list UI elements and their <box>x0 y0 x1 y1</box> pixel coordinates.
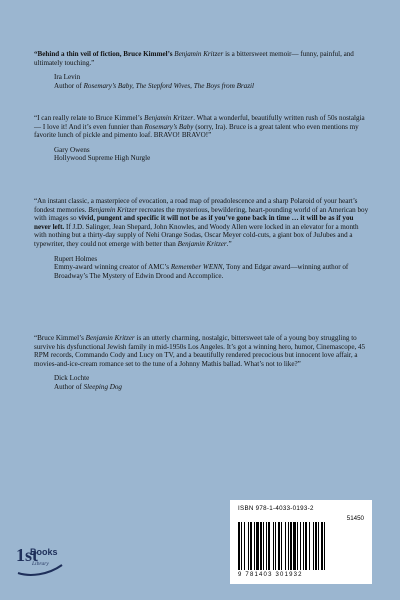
quote-segment: is a bittersweet memoir— funny, painful, and ultimately touching.” <box>34 50 354 67</box>
barcode-bar <box>324 522 325 570</box>
barcode-bar <box>263 522 264 570</box>
barcode-bar <box>313 522 314 570</box>
barcode-bar <box>297 522 298 570</box>
barcode-bar <box>290 522 292 570</box>
quote-segment: recreates the mysterious, bewildering, heart-pounding world of an American boy with images so <box>34 205 369 223</box>
barcode-bar <box>266 522 267 570</box>
quote-segment: Benjamin Kritzer <box>144 114 194 122</box>
quote-text <box>34 197 370 249</box>
author-credit: Author of Sleeping Dog <box>54 382 122 391</box>
author-credit: Author of Rosemary’s Baby, The Stepford Wives, The Boys from Brazil <box>54 81 254 90</box>
barcode-bar <box>288 522 289 570</box>
barcode-bar <box>278 522 280 570</box>
attribution <box>54 73 370 90</box>
barcode-digits: 9 781403 301932 <box>238 572 303 578</box>
barcode-bar <box>300 522 301 570</box>
blurb-holmes <box>34 197 370 280</box>
quote-segment: Benjamin Kritzer <box>177 239 227 248</box>
barcode-bar <box>256 522 259 570</box>
author-name: Dick Lochte <box>54 374 90 383</box>
quote-segment: “Behind a thin veil of fiction, Bruce Kimmel’s <box>34 50 175 58</box>
isbn-barcode <box>230 500 372 584</box>
barcode-bar <box>275 522 276 570</box>
attribution <box>54 255 370 281</box>
barcode-bar <box>315 522 317 570</box>
author-name: Ira Levin <box>54 73 81 82</box>
quote-segment: If J.D. Salinger, Jean Shepard, John Knowles, and Woody Allen were locked in an elevator for a month with nothing but a thirty-day supply of Nehi Orange Sodas, Oscar Meyer cold-cuts, a giant box of JuJubes and a typewriter, they could not emerge with better than <box>34 222 359 248</box>
quote-segment: . What a wonderful, beautifully written rush of 50s nostalgia— I love it! And it’s even funnier than <box>34 114 365 131</box>
quote-segment: Benjamin Kritzer <box>85 334 135 342</box>
author-credit: Emmy-award winning creator of AMC’s Remember WENN, Tony and Edgar award—winning author of Broadway’s The Mystery of Edwin Drood and Accomplice. <box>54 263 349 280</box>
barcode-bar <box>238 522 240 570</box>
barcode-bar <box>273 522 274 570</box>
quote-segment: (sorry, Ira). Bruce is a great talent who even mentions my favorite lunch of pickle and pimento loaf. BRAVO! BRAVO!” <box>34 122 359 140</box>
barcode-bar <box>260 522 262 570</box>
barcode-bar <box>309 522 310 570</box>
barcode-bar <box>248 522 249 570</box>
quote-segment: Benjamin Kritzer <box>174 50 224 58</box>
barcode-bar <box>250 522 252 570</box>
isbn-label: ISBN 978-1-4033-0193-2 <box>238 505 314 512</box>
barcode-bar <box>241 522 242 570</box>
quote-segment: “Bruce Kimmel’s <box>34 334 86 342</box>
barcode-bar <box>244 522 245 570</box>
publisher-logo <box>14 537 66 581</box>
quote-segment: “I can really relate to Bruce Kimmel’s <box>34 114 145 122</box>
quote-text <box>34 50 370 67</box>
quote-segment: .” <box>226 239 232 248</box>
barcode-bar <box>318 522 319 570</box>
blurb-levin <box>34 50 370 90</box>
logo-tagline: Library <box>32 561 49 567</box>
attribution <box>54 146 370 163</box>
barcode-bar <box>268 522 270 570</box>
logo-name: Books <box>30 547 58 557</box>
blurb-owens <box>34 114 370 163</box>
quote-segment: Benjamin Kritzer <box>88 205 138 214</box>
price-code: 51450 <box>346 515 364 522</box>
quote-segment: is an utterly charming, nostalgic, bittersweet tale of a young boy struggling to survive his dysfunctional Jewish family in mid-1950s Los Angeles. It’s got a winning hero, humor, Cinemascope, 45 RPM records, Commando Cody and Lucy on TV, and a beautifully rendered precocious but innocent love affair, a movies-and-ice-cream romance set to the tune of a Johnny Mathis ballad. What’s not to like?” <box>34 334 366 368</box>
quote-text <box>34 114 370 140</box>
quote-text <box>34 334 370 368</box>
blurb-lochte <box>34 334 370 392</box>
quote-segment: “An instant classic, a masterpiece of evocation, a road map of preadolescence and a sharp Polaroid of your heart’s fondest memories. <box>34 197 358 214</box>
barcode-bar <box>321 522 323 570</box>
barcode-bar <box>303 522 304 570</box>
barcode-bars-icon <box>238 522 364 572</box>
attribution <box>54 374 370 391</box>
quote-segment: vivid, pungent and specific it will not be as if you’ve gone back in time … it will be as if you never left. <box>34 214 354 231</box>
barcode-bar <box>293 522 296 570</box>
author-name: Rupert Holmes <box>54 254 98 263</box>
author-name: Gary Owens <box>54 145 90 154</box>
barcode-bar <box>281 522 282 570</box>
barcode-bar <box>305 522 307 570</box>
author-credit: Hollywood Supreme High Nurgle <box>54 154 151 163</box>
barcode-bar <box>254 522 255 570</box>
logo-number: 1st <box>16 545 38 565</box>
quote-segment: Rosemary’s Baby <box>144 122 194 131</box>
barcode-bar <box>285 522 286 570</box>
